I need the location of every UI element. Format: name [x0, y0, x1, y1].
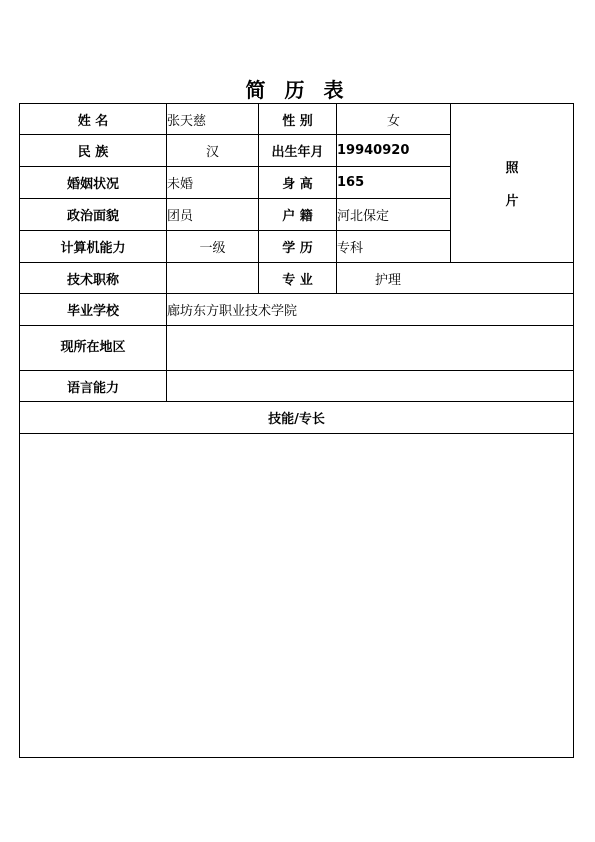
location-value: [167, 326, 574, 371]
birth-label: 出生年月: [259, 135, 337, 167]
political-value: 团员: [167, 199, 259, 231]
education-label: 学 历: [259, 231, 337, 263]
ethnicity-label: 民 族: [20, 135, 167, 167]
table-row: [20, 434, 574, 758]
table-row: [20, 402, 574, 434]
major-value: 护理: [337, 263, 574, 294]
table-row: [20, 263, 574, 294]
table-row: [20, 104, 574, 135]
photo-cell: [451, 104, 574, 263]
language-label: 语言能力: [20, 371, 167, 402]
table-row: [20, 294, 574, 326]
skills-content: [20, 434, 574, 758]
school-value: 廊坊东方职业技术学院: [167, 294, 574, 326]
hukou-label: 户 籍: [259, 199, 337, 231]
name-label: 姓 名: [20, 104, 167, 135]
education-value: 专科: [337, 231, 451, 263]
birth-value: 19940920: [337, 135, 451, 167]
major-label: 专 业: [259, 263, 337, 294]
computer-label: 计算机能力: [20, 231, 167, 263]
title-rank-label: 技术职称: [20, 263, 167, 294]
ethnicity-value: 汉: [167, 135, 259, 167]
resume-table: [19, 103, 574, 758]
hukou-value: 河北保定: [337, 199, 451, 231]
language-value: [167, 371, 574, 402]
gender-label: 性 别: [259, 104, 337, 135]
height-value: 165: [337, 167, 451, 199]
photo-label-1: 照: [505, 161, 519, 176]
height-label: 身 高: [259, 167, 337, 199]
marital-value: 未婚: [167, 167, 259, 199]
title-rank-value: [167, 263, 259, 294]
table-row: [20, 326, 574, 371]
computer-value: 一级: [167, 231, 259, 263]
school-label: 毕业学校: [20, 294, 167, 326]
location-label: 现所在地区: [20, 326, 167, 371]
table-row: [20, 371, 574, 402]
page-title: 简 历 表: [245, 78, 350, 102]
photo-label-2: 片: [505, 194, 519, 209]
skills-heading: 技能/专长: [20, 402, 574, 434]
gender-value: 女: [337, 104, 451, 135]
name-value: 张天慈: [167, 104, 259, 135]
marital-label: 婚姻状况: [20, 167, 167, 199]
political-label: 政治面貌: [20, 199, 167, 231]
